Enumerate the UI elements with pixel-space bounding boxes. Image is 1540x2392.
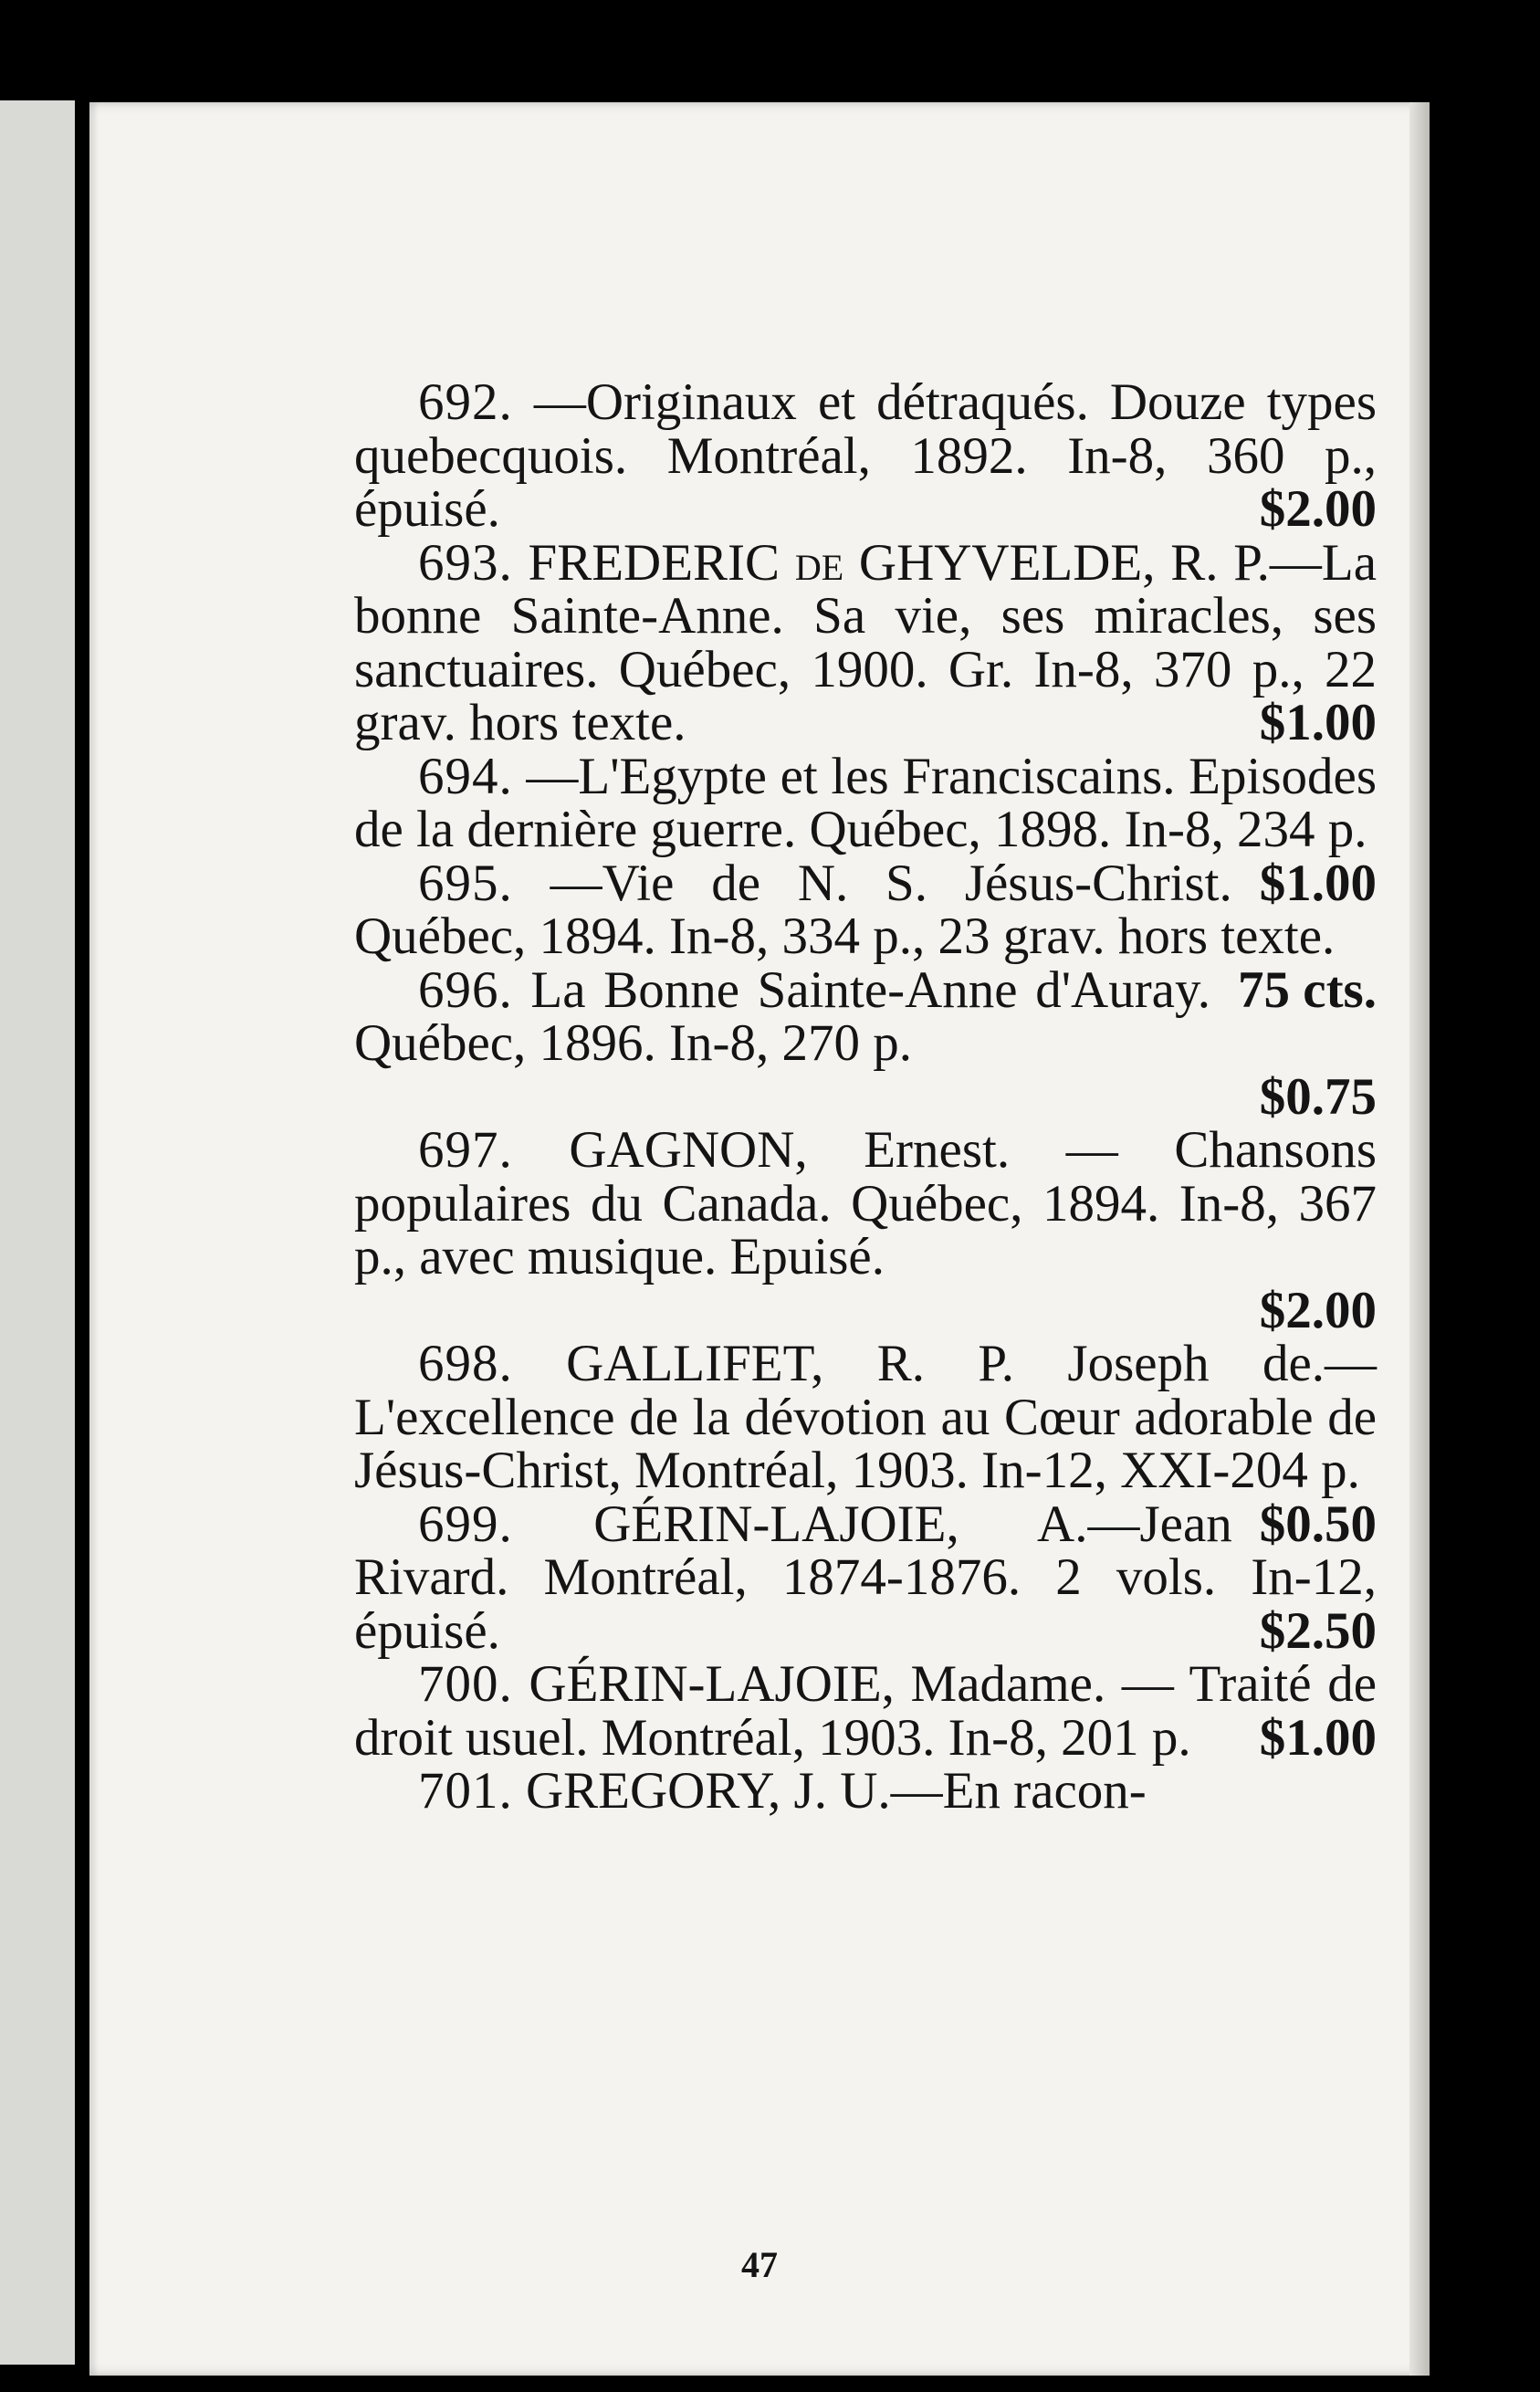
entry-number: 692. — [418, 373, 513, 431]
entry-text: —L'Egypte et les Franciscains. Episodes de la dernière guerre. Québec, 1898. In-8, 234 p. — [354, 747, 1377, 858]
entry-price: $1.00 — [1259, 1708, 1377, 1767]
entry-list — [354, 373, 1378, 1820]
entry-number: 700. — [418, 1655, 513, 1713]
page-gutter-shadow — [1409, 102, 1430, 2376]
entry-price: $1.00 — [1259, 854, 1377, 912]
entry-price: $2.00 — [1259, 1281, 1377, 1339]
entry-text: GREGORY, J. U.—En racon- — [526, 1762, 1147, 1820]
entry-author-particle: de — [794, 533, 844, 592]
catalog-entry-696 — [354, 960, 1377, 1126]
entry-text: GÉRIN-LAJOIE, A.—Jean Rivard. Montréal, 1874-1876. 2 vols. In-12, épuisé. — [354, 1495, 1377, 1660]
catalog-entry-701 — [354, 1762, 1377, 1820]
entry-text: —Originaux et détraqués. Douze types quebecquois. Montréal, 1892. In-8, 360 p., épuisé. — [354, 373, 1378, 538]
entry-price: 75 cts. — [1238, 960, 1377, 1019]
entry-number: 698. — [418, 1335, 513, 1392]
entry-price: $2.50 — [1259, 1601, 1377, 1660]
entry-number: 699. — [418, 1495, 513, 1553]
entry-text: GÉRIN-LAJOIE, Madame. — Traité de droit usuel. Montréal, 1903. In-8, 201 p. — [354, 1655, 1377, 1767]
catalog-entry-693 — [354, 533, 1377, 751]
entry-number: 697. — [418, 1121, 513, 1179]
catalog-entry-692 — [354, 373, 1378, 538]
entry-number: 694. — [418, 747, 513, 805]
entry-price: $0.75 — [1259, 1067, 1377, 1126]
entry-text: GALLIFET, R. P. Joseph de.— L'excellence de la dévotion au Cœur adorable de Jésus-Christ, Montréal, 1903. In-12, XXI-204 p. — [354, 1335, 1378, 1499]
entry-text: —Vie de N. S. Jésus-Christ. Québec, 1894. In-8, 334 p., 23 grav. hors texte. — [354, 854, 1336, 965]
entry-price: $2.00 — [1259, 480, 1377, 538]
catalog-entry-697 — [354, 1121, 1378, 1339]
entry-price: $1.00 — [1259, 694, 1377, 751]
entry-text: GHYVELDE, R. P.—La bonne Sainte-Anne. Sa vie, ses miracles, ses sanctuaires. Québec, 1900. Gr. In-8, 370 p., 22 grav. hors texte. — [354, 533, 1377, 751]
entry-text: GAGNON, Ernest. — Chansons populaires du Canada. Québec, 1894. In-8, 367 p., avec musique. Epuisé. — [354, 1121, 1378, 1285]
entry-text: La Bonne Sainte-Anne d'Auray. Québec, 1896. In-8, 270 p. — [354, 960, 1211, 1072]
catalog-entry-700 — [354, 1655, 1377, 1767]
entry-price: $0.50 — [1259, 1495, 1377, 1553]
entry-number: 701. — [418, 1762, 513, 1820]
entry-author: FREDERIC — [528, 533, 795, 592]
entry-number: 693. — [418, 533, 513, 592]
page-number: 47 — [741, 2244, 778, 2285]
facing-page-edge — [0, 100, 75, 2365]
entry-number: 696. — [418, 960, 513, 1019]
entry-number: 695. — [418, 854, 513, 912]
catalog-page — [89, 102, 1430, 2376]
catalog-entry-699 — [354, 1495, 1377, 1660]
